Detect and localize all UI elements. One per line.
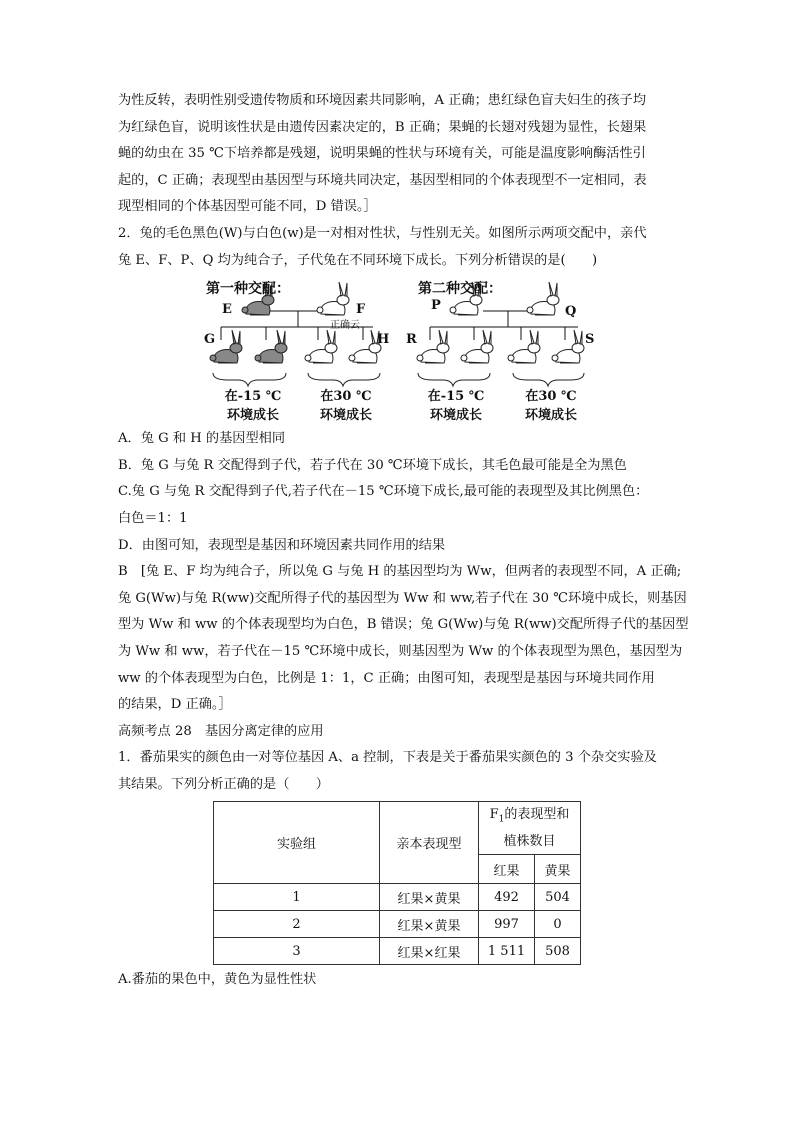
text-line: 为性反转，表明性别受遗传物质和环境因素共同影响，A 正确；患红绿色盲夫妇生的孩子均	[118, 93, 647, 108]
rabbit-cross-figure	[118, 276, 678, 426]
option-a: A．兔 G 和 H 的基因型相同	[118, 431, 286, 447]
table-row: 2 红果×黄果 997 0	[214, 911, 581, 938]
answer-line: 的结果，D 正确。］	[118, 697, 232, 713]
rabbit-white-icon	[461, 330, 493, 363]
pedigree-lines	[118, 276, 678, 426]
rabbit-black-icon	[255, 330, 287, 363]
label-f: F	[356, 302, 366, 318]
option-d: D．由图可知，表现型是基因和环境因素共同作用的结果	[118, 537, 446, 553]
env-label-2: 在30 ℃ 环境成长	[319, 389, 372, 424]
option-c: C.兔 G 与兔 R 交配得到子代,若子代在－15 ℃环境下成长,最可能的表现型及其比例黑色：	[118, 484, 649, 500]
env-label-1: 在-15 ℃ 环境成长	[224, 389, 282, 424]
header-yellow: 黄果	[535, 855, 581, 884]
label-e: E	[222, 302, 232, 318]
option-c-cont: 白色＝1：1	[118, 510, 188, 526]
text-line: 为红绿色盲，说明该性状是由遗传因素决定的，B 正确；果蝇的长翅对残翅为显性，长翅果	[118, 119, 647, 135]
label-p: P	[431, 298, 441, 314]
rabbit-white-icon	[527, 282, 559, 315]
text-block-top	[118, 88, 678, 274]
text-line: 起的，C 正确；表现型由基因型与环境共同决定，基因型相同的个体表现型不一定相同，表	[118, 172, 647, 188]
option-a-q1: A.番茄的果色中，黄色为显性性状	[118, 972, 317, 988]
watermark: 正确云	[330, 320, 360, 332]
results-table	[213, 801, 581, 965]
text-block-mid	[118, 426, 689, 798]
answer-line: 为 Ww 和 ww，若子代在－15 ℃环境中成长，则基因型为 Ww 的个体表现型为黑色，基因型为	[118, 643, 683, 659]
label-s: S	[585, 332, 595, 348]
right-cross-title: 第二种交配：	[418, 281, 502, 298]
question-2-stem: 2．兔的毛色黑色(W)与白色(w)是一对相对性状，与性别无关。如图所示两项交配中，亲代	[118, 225, 647, 241]
rabbit-white-icon	[417, 330, 449, 363]
label-h: H	[377, 332, 390, 348]
env-label-3: 在-15 ℃ 环境成长	[427, 389, 485, 424]
answer-line: 型为 Ww 和 ww 的个体表现型均为白色，B 错误；兔 G(Ww)与兔 R(ww)交配所得子代的基因型	[118, 617, 689, 633]
rabbit-white-icon	[508, 330, 540, 363]
rabbit-white-icon	[317, 282, 349, 315]
answer-line: ww 的个体表现型为白色，比例是 1：1，C 正确；由图可知，表现型是基因与环境共同作用	[118, 670, 655, 686]
text-line: 现型相同的个体基因型可能不同，D 错误。］	[118, 199, 377, 215]
document-page	[118, 88, 689, 994]
label-r: R	[406, 332, 417, 348]
question-2-stem: 兔 E、F、P、Q 均为纯合子，子代兔在不同环境下成长。下列分析错误的是( )	[118, 252, 598, 268]
answer-line: B [兔 E、F 均为纯合子，所以兔 G 与兔 H 的基因型均为 Ww，但两者的表现型不同，A 正确;	[118, 564, 682, 580]
section-heading: 高频考点 28 基因分离定律的应用	[118, 723, 324, 739]
question-1-stem: 其结果。下列分析正确的是（ ）	[118, 776, 329, 792]
label-q: Q	[565, 304, 577, 320]
text-line: 蝇的幼虫在 35 ℃下培养都是残翅，说明果蝇的性状与环境有关，可能是温度影响酶活性引	[118, 146, 646, 162]
table-row: 1 红果×黄果 492 504	[214, 884, 581, 911]
header-group: 实验组	[214, 802, 380, 884]
env-label-4: 在30 ℃ 环境成长	[524, 389, 577, 424]
table-row: 3 红果×红果 1 511 508	[214, 938, 581, 965]
rabbit-white-icon	[305, 330, 337, 363]
question-1-stem: 1．番茄果实的颜色由一对等位基因 A、a 控制，下表是关于番茄果实颜色的 3 个杂交实验及	[118, 750, 657, 766]
rabbit-white-icon	[552, 330, 584, 363]
header-f1: $F_1$的表现型和 植株数目	[479, 802, 581, 855]
left-cross-title: 第一种交配：	[206, 281, 290, 298]
header-red: 红果	[479, 855, 535, 884]
label-g: G	[204, 332, 216, 348]
header-parent: 亲本表现型	[380, 802, 479, 884]
option-b: B．兔 G 与兔 R 交配得到子代，若子代在 30 ℃环境下成长，其毛色最可能是全为黑色	[118, 457, 627, 473]
answer-line: 兔 G(Ww)与兔 R(ww)交配所得子代的基因型为 Ww 和 ww,若子代在 30 ℃环境中成长，则基因	[118, 590, 687, 606]
